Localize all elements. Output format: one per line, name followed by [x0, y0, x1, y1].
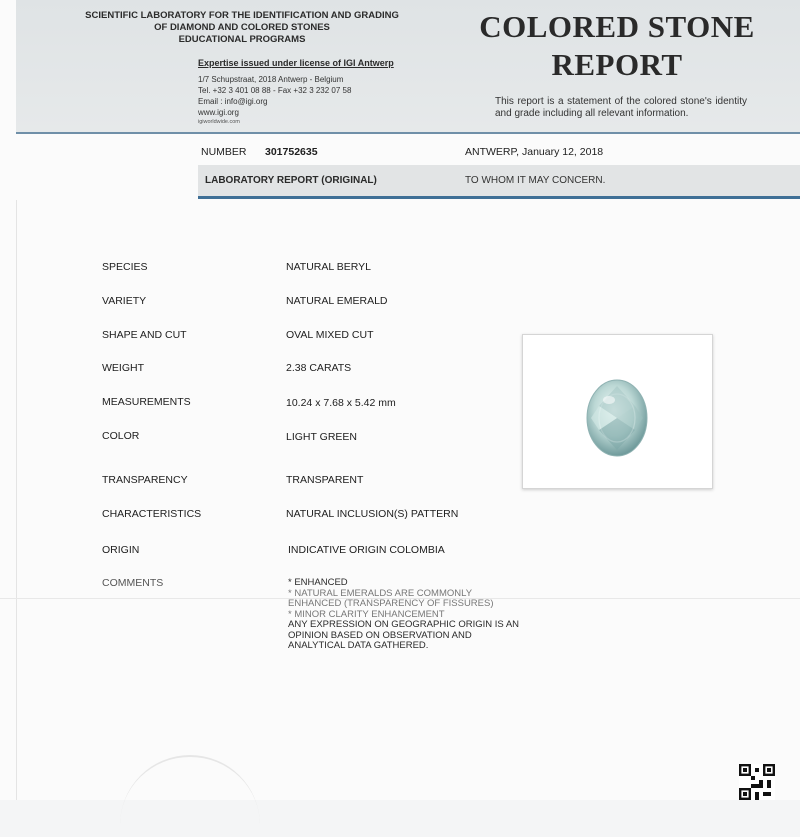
- comments-text: [288, 578, 519, 652]
- laboratory-name-line: SCIENTIFIC LABORATORY FOR THE IDENTIFICATION AND GRADING: [85, 10, 399, 21]
- variety-label: VARIETY: [102, 295, 147, 307]
- license-line: Expertise issued under license of IGI Antwerp: [198, 58, 394, 68]
- lab-report-rule: [198, 196, 800, 199]
- email-line: Email : info@igi.org: [198, 97, 268, 106]
- laboratory-address: [198, 74, 351, 126]
- species-label: SPECIES: [102, 261, 148, 273]
- comments-label: COMMENTS: [102, 577, 164, 589]
- comment-line: ANY EXPRESSION ON GEOGRAPHIC ORIGIN IS AN: [288, 619, 520, 630]
- comment-line: OPINION BASED ON OBSERVATION AND: [288, 629, 472, 641]
- color-value: LIGHT GREEN: [286, 431, 357, 443]
- oval-gemstone-image: [585, 378, 649, 458]
- report-title: [458, 8, 776, 84]
- website-small-line: igiworldwide.com: [198, 119, 240, 125]
- number-label: NUMBER: [201, 146, 247, 158]
- comment-line: * ENHANCED: [288, 577, 348, 588]
- lab-report-label: LABORATORY REPORT (ORIGINAL): [205, 175, 377, 186]
- comment-line: * MINOR CLARITY ENHANCEMENT: [288, 608, 445, 620]
- measurements-value: 10.24 x 7.68 x 5.42 mm: [286, 397, 396, 409]
- transparency-value: TRANSPARENT: [286, 474, 364, 486]
- report-title-line: REPORT: [551, 47, 683, 82]
- phone-line: Tel. +32 3 401 08 88 - Fax +32 3 232 07 58: [198, 86, 352, 95]
- place-date: ANTWERP, January 12, 2018: [465, 146, 604, 158]
- embossed-seal: [120, 755, 260, 837]
- species-value: NATURAL BERYL: [286, 261, 371, 273]
- weight-label: WEIGHT: [102, 362, 144, 374]
- stone-photo-card: [522, 334, 713, 489]
- to-whom-line: TO WHOM IT MAY CONCERN.: [465, 175, 606, 186]
- address-line: 1/7 Schupstraat, 2018 Antwerp - Belgium: [198, 75, 344, 84]
- laboratory-name: [72, 10, 412, 46]
- shape-label: SHAPE AND CUT: [102, 329, 187, 341]
- report-title-line: COLORED STONE: [479, 9, 755, 44]
- transparency-label: TRANSPARENCY: [102, 474, 188, 486]
- header-divider: [16, 132, 800, 134]
- variety-value: NATURAL EMERALD: [286, 295, 388, 307]
- report-statement: This report is a statement of the colored stone's identity and grade including all relevant information.: [495, 96, 747, 119]
- laboratory-name-line: OF DIAMOND AND COLORED STONES: [154, 22, 330, 33]
- website-line: www.igi.org: [198, 108, 239, 117]
- shape-value: OVAL MIXED CUT: [286, 329, 374, 341]
- laboratory-name-line: EDUCATIONAL PROGRAMS: [178, 34, 306, 45]
- measurements-label: MEASUREMENTS: [102, 396, 191, 408]
- page-edge: [16, 200, 17, 800]
- comment-line: ANALYTICAL DATA GATHERED.: [288, 640, 429, 651]
- origin-label: ORIGIN: [102, 544, 140, 556]
- comment-line: ENHANCED (TRANSPARENCY OF FISSURES): [288, 598, 494, 609]
- origin-value: INDICATIVE ORIGIN COLOMBIA: [288, 544, 445, 556]
- characteristics-label: CHARACTERISTICS: [102, 508, 202, 520]
- weight-value: 2.38 CARATS: [286, 362, 352, 374]
- color-label: COLOR: [102, 430, 140, 442]
- report-number: 301752635: [265, 146, 318, 158]
- qr-code-icon: [739, 764, 775, 800]
- comment-line: * NATURAL EMERALDS ARE COMMONLY: [288, 587, 473, 599]
- characteristics-value: NATURAL INCLUSION(S) PATTERN: [286, 508, 459, 520]
